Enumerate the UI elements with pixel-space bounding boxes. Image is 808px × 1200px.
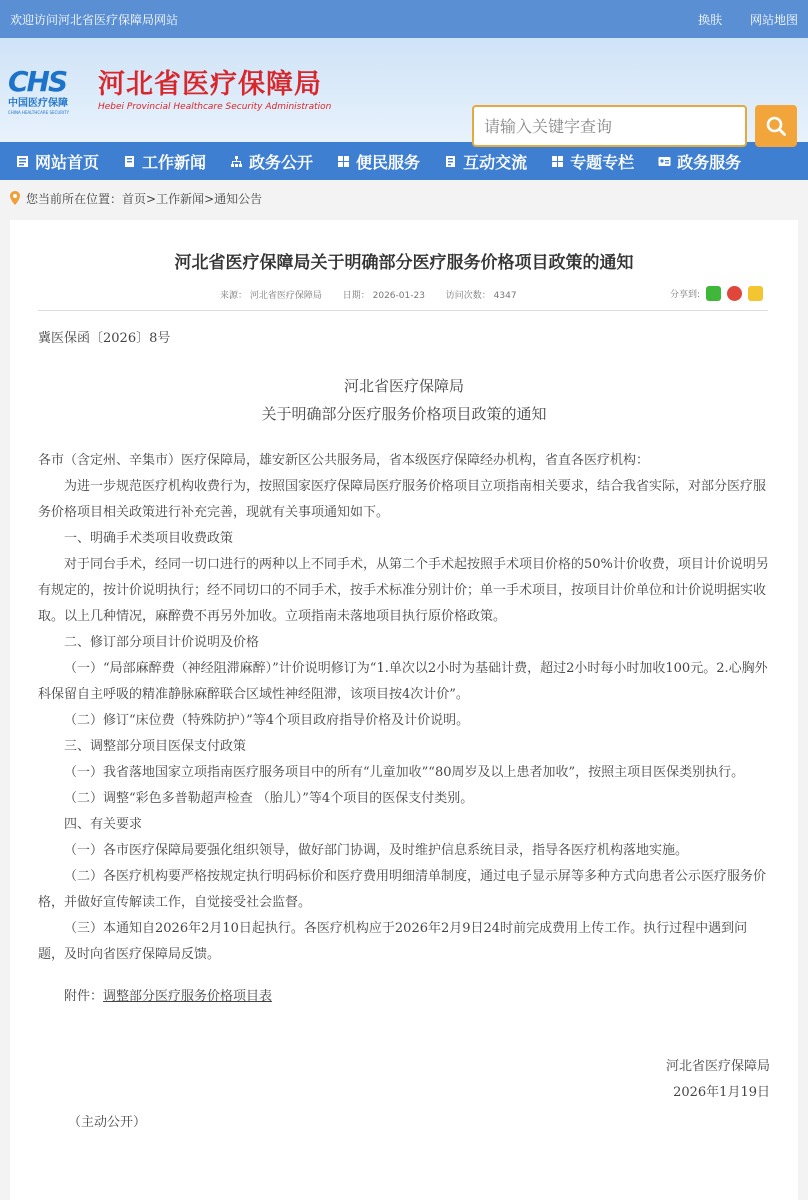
brand-title: 河北省医疗保障局 — [98, 69, 322, 100]
attachment-link[interactable]: 调整部分医疗服务价格项目表 — [103, 989, 273, 1004]
nav-label: 政务服务 — [677, 152, 742, 172]
article-views: 访问次数： 4347 — [445, 291, 517, 301]
signer: 河北省医疗保障局 — [665, 1059, 770, 1074]
breadcrumb-prefix: 您当前所在位置： — [26, 191, 123, 206]
nav-label: 网站首页 — [35, 152, 100, 172]
top-bar — [0, 0, 808, 38]
addressee: 各市（含定州、辛集市）医疗保障局，雄安新区公共服务局，省本级医疗保障经办机构，省直各医疗机构： — [38, 453, 650, 468]
nav-interaction[interactable] — [444, 150, 527, 173]
nav-label: 专题专栏 — [570, 152, 635, 172]
doc-icon — [444, 155, 457, 168]
home-icon — [16, 155, 29, 168]
skin-link[interactable]: 换肤 — [698, 12, 723, 27]
paragraph: （三）本通知自2026年2月10日起执行。各医疗机构应于2026年2月9日24时前完成费用上传工作。执行过程中遇到问题，及时向省医疗保障局反馈。 — [38, 921, 748, 962]
nav-special[interactable] — [551, 150, 634, 173]
doc-heading-title: 关于明确部分医疗服务价格项目政策的通知 — [261, 405, 547, 423]
breadcrumb-path[interactable]: 首页>工作新闻>通知公告 — [122, 191, 263, 206]
card-icon — [658, 155, 671, 168]
share-bar — [670, 286, 763, 301]
search-box — [472, 105, 747, 147]
document-number: 冀医保函〔2026〕8号 — [38, 331, 171, 346]
sign-date: 2026年1月19日 — [673, 1085, 770, 1100]
article-date: 日期： 2026-01-23 — [342, 291, 425, 301]
nav-label: 政务公开 — [249, 152, 314, 172]
logo-en-text: CHINA HEALTHCARE SECURITY — [8, 110, 70, 115]
intro-paragraph: 为进一步规范医疗机构收费行为，按照国家医疗保障局医疗服务价格项目立项指南相关要求，结合我省实际，对部分医疗服务价格项目相关政策进行补充完善，现就有关事项通知如下。 — [38, 479, 767, 520]
article-body — [38, 326, 770, 1136]
news-icon — [123, 155, 136, 168]
qzone-icon[interactable] — [748, 286, 763, 301]
paragraph: （二）调整“彩色多普勒超声检查 （胎儿）”等4个项目的医保支付类别。 — [64, 791, 474, 806]
nav-news[interactable] — [123, 150, 206, 173]
share-label: 分享到: — [670, 290, 701, 300]
main-nav — [0, 142, 808, 180]
nav-label: 工作新闻 — [142, 152, 207, 172]
chs-logo[interactable] — [8, 66, 88, 116]
weibo-icon[interactable] — [727, 286, 742, 301]
article-source: 来源： 河北省医疗保障局 — [220, 291, 322, 301]
logo-cn-text: 中国医疗保障 — [8, 98, 68, 109]
site-header — [0, 38, 808, 142]
sitemap-link[interactable]: 网站地图 — [749, 12, 798, 27]
org-icon — [230, 155, 243, 168]
search-input[interactable] — [474, 107, 745, 145]
section-heading: 一、明确手术类项目收费政策 — [64, 531, 234, 546]
nav-label: 互动交流 — [463, 152, 528, 172]
meta-divider — [38, 310, 768, 311]
logo-mark: CHS — [8, 65, 67, 98]
search-icon — [765, 115, 787, 137]
paragraph: （一）各市医疗保障局要强化组织领导，做好部门协调，及时维护信息系统目录，指导各医疗机构落地实施。 — [64, 843, 689, 858]
section-heading: 四、有关要求 — [64, 817, 143, 832]
attachment-label: 附件： — [64, 989, 104, 1004]
search-button[interactable] — [755, 105, 797, 147]
top-links — [674, 11, 798, 28]
grid-icon — [337, 155, 350, 168]
site-brand[interactable] — [98, 68, 331, 113]
wechat-icon[interactable] — [706, 286, 721, 301]
nav-gov-service[interactable] — [658, 150, 741, 173]
location-pin-icon — [10, 191, 20, 205]
section-heading: 二、修订部分项目计价说明及价格 — [64, 635, 260, 650]
welcome-text: 欢迎访问河北省医疗保障局网站 — [10, 12, 179, 27]
meta-info — [220, 288, 535, 301]
grid-icon — [551, 155, 564, 168]
paragraph: （一）我省落地国家立项指南医疗服务项目中的所有“儿童加收”“80周岁及以上患者加收”，按照主项目医保类别执行。 — [64, 765, 745, 780]
brand-subtitle: Hebei Provincial Healthcare Security Administration — [98, 102, 332, 112]
paragraph: （二）各医疗机构要严格按规定执行明码标价和医疗费用明细清单制度，通过电子显示屏等多种方式向患者公示医疗服务价格，并做好宣传解读工作，自觉接受社会监督。 — [38, 869, 767, 910]
breadcrumb — [0, 180, 808, 216]
doc-heading-issuer: 河北省医疗保障局 — [343, 377, 464, 395]
paragraph: （一）“局部麻醉费（神经阻滞麻醉）”计价说明修订为“1.单次以2小时为基础计费，超过2小时每小时加收100元。2.心胸外科保留自主呼吸的精准静脉麻醉联合区域性神经阻滞，该项目按4次计价”。 — [38, 661, 768, 702]
attachment — [38, 984, 770, 1010]
nav-label: 便民服务 — [356, 152, 421, 172]
paragraph: （二）修订“床位费（特殊防护）”等4个项目政府指导价格及计价说明。 — [64, 713, 470, 728]
nav-home[interactable] — [16, 150, 99, 173]
paragraph: 对于同台手术，经同一切口进行的两种以上不同手术，从第二个手术起按照手术项目价格的50%计价收费，项目计价说明另有规定的，按计价说明执行；经不同切口的不同手术，按手术标准分别计价；单一手术项目，按项目计价单位和计价说明据实收取。以上几种情况，麻醉费不再另外加收。立项指南未落地项目执行原价格政策。 — [38, 557, 769, 624]
article-title: 河北省医疗保障局关于明确部分医疗服务价格项目政策的通知 — [174, 253, 634, 273]
nav-service[interactable] — [337, 150, 420, 173]
nav-gov-open[interactable] — [230, 150, 313, 173]
disclosure-note: （主动公开） — [68, 1115, 147, 1130]
section-heading: 三、调整部分项目医保支付政策 — [64, 739, 247, 754]
article-card — [10, 220, 798, 1200]
